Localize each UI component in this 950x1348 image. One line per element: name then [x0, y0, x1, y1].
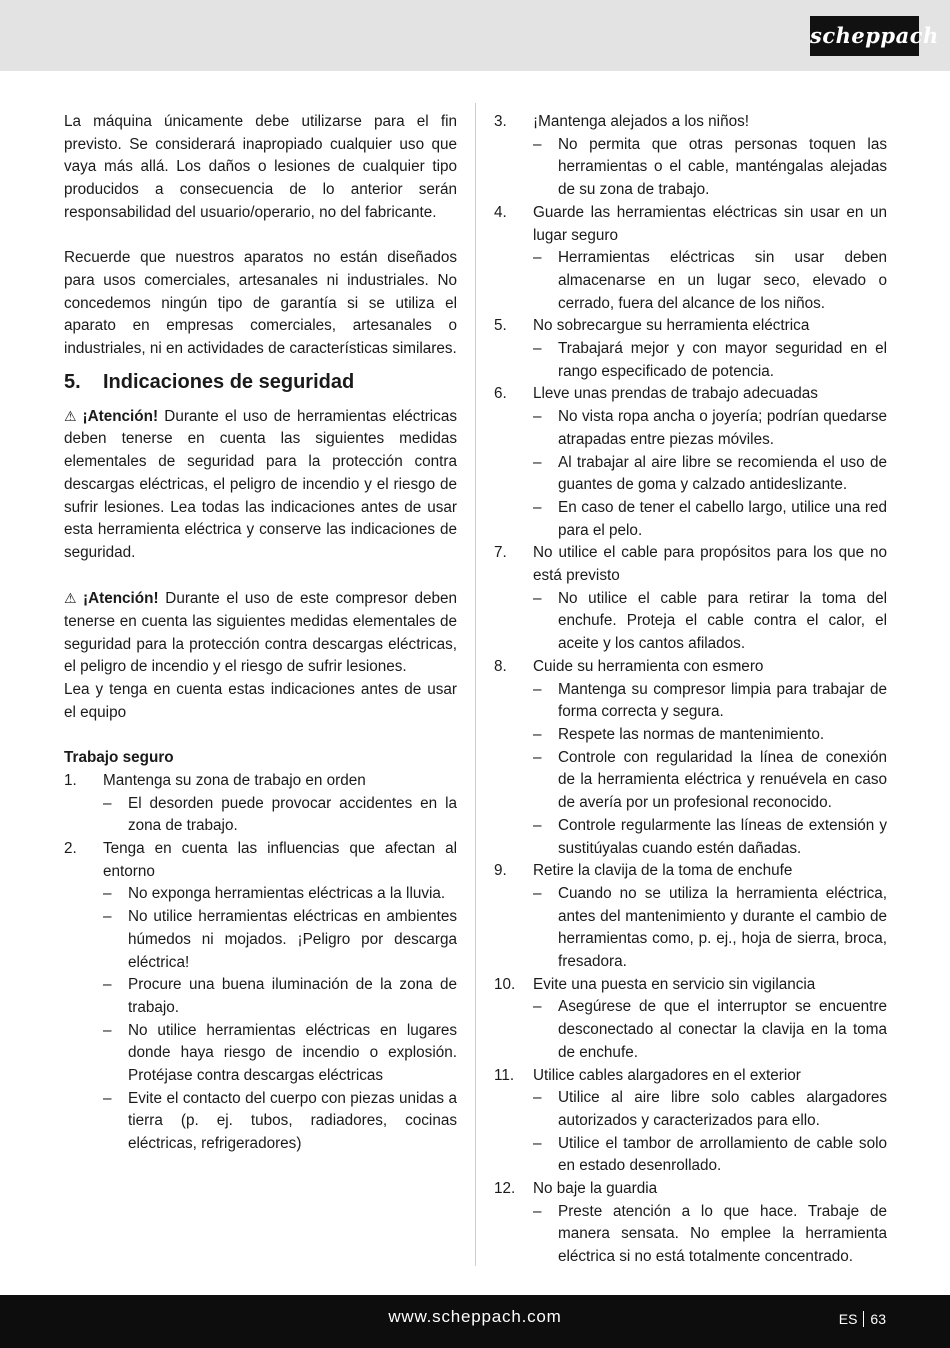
bullet-item: – Evite el contacto del cuerpo con piezas unidas a tierra (p. ej. tubos, radiadores, cocinas eléctricas, refrigeradores) [103, 1088, 457, 1156]
list-item [494, 111, 887, 202]
list-item [494, 542, 887, 656]
bullet-item: – Cuando no se utiliza la herramienta eléctrica, antes del mantenimiento y durante el cambio de herramientas como, p. ej., hoja de sierra, broca, fresadora. [533, 883, 887, 974]
commercial-use-paragraph: Recuerde que nuestros aparatos no están diseñados para usos comerciales, artesanales ni industriales. No concedemos ningún tipo de garantía si se utiliza el aparato en empresas comerciales, artesanales o industriales, ni en actividades de características similares. [64, 249, 457, 358]
safety-list-right [494, 111, 887, 1269]
subheading-safe-work: Trabajo seguro [64, 749, 174, 767]
list-item [494, 1178, 887, 1269]
item-title: ¡Mantenga alejados a los niños! [533, 113, 749, 130]
section-number: 5. [64, 370, 81, 393]
brand-logo: scheppach [810, 16, 919, 56]
item-title: No utilice el cable para propósitos para los que no está previsto [533, 544, 887, 585]
page-indicator [839, 1310, 886, 1328]
warning-label: ¡Atención! [82, 590, 159, 608]
bullet-item: – Preste atención a lo que hace. Trabaje de manera sensata. No emplee la herramienta eléctrica si no está totalmente concentrado. [533, 1201, 887, 1269]
item-number: 11. [494, 1066, 515, 1084]
safety-list-left [64, 770, 457, 1156]
bullet-list [533, 1201, 887, 1269]
item-title: No baje la guardia [533, 1180, 658, 1198]
item-title: Lleve unas prendas de trabajo adecuadas [533, 385, 818, 403]
warning-triangle-icon: ⚠ [64, 407, 79, 424]
language-code: ES [838, 1311, 858, 1327]
item-number: 7. [494, 544, 507, 562]
bullet-item: – Trabajará mejor y con mayor seguridad en el rango especificado de potencia. [533, 338, 887, 383]
bullet-item: – No permita que otras personas toquen las herramientas o el cable, manténgalas alejadas de su zona de trabajo. [533, 134, 887, 202]
bullet-item: – No utilice el cable para retirar la toma del enchufe. Proteja el cable contra el calor, el aceite y los cantos afilados. [533, 588, 887, 656]
bullet-item: – No utilice herramientas eléctricas en lugares donde haya riesgo de incendio o explosión. Protéjase contra descargas eléctricas [103, 1020, 457, 1088]
bullet-item: – Herramientas eléctricas sin usar deben almacenarse en un lugar seco, elevado o cerrado, fuera del alcance de los niños. [533, 247, 887, 315]
bullet-list [533, 996, 887, 1064]
intended-use-paragraph: La máquina únicamente debe utilizarse para el fin previsto. Se considerará inapropiado cualquier uso que vaya más allá. Los daños o lesiones de cualquier tipo producidos a consecuencia de lo anterior serán responsabilidad del usuario/operario, no del fabricante. [64, 113, 457, 221]
header-bar [0, 0, 950, 71]
bullet-item: – El desorden puede provocar accidentes en la zona de trabajo. [103, 793, 457, 838]
left-column [64, 111, 457, 1156]
list-item [64, 838, 457, 1156]
bullet-item: – Asegúrese de que el interruptor se encuentre desconectado al conectar la clavija en la toma de enchufe. [533, 996, 887, 1064]
item-title: Evite una puesta en servicio sin vigilancia [533, 975, 816, 993]
footer-website: www.scheppach.com [388, 1307, 562, 1326]
bullet-item: – No vista ropa ancha o joyería; podrían quedarse atrapadas entre piezas móviles. [533, 406, 887, 451]
page-separator [863, 1311, 864, 1327]
bullet-list [533, 338, 887, 383]
warning-label: ¡Atención! [82, 407, 159, 425]
list-item [494, 974, 887, 1065]
item-title: Mantenga su zona de trabajo en orden [103, 771, 366, 789]
bullet-item: – Utilice el tambor de arrollamiento de cable solo en estado desenrollado. [533, 1133, 887, 1178]
right-column [494, 111, 887, 1269]
item-number: 8. [494, 657, 507, 675]
item-number: 12. [494, 1180, 516, 1198]
item-number: 9. [494, 862, 507, 880]
item-number: 2. [64, 840, 77, 858]
bullet-item: – Al trabajar al aire libre se recomienda el uso de guantes de goma y calzado antideslizante. [533, 452, 887, 497]
warning-paragraph-1 [64, 405, 457, 565]
bullet-list [533, 588, 887, 656]
section-title: Indicaciones de seguridad [103, 370, 355, 393]
warning-triangle-icon: ⚠ [64, 590, 79, 607]
column-divider [475, 103, 476, 1266]
item-title: Retire la clavija de la toma de enchufe [533, 862, 793, 880]
item-title: No sobrecargue su herramienta eléctrica [533, 317, 810, 335]
item-title: Cuide su herramienta con esmero [533, 657, 764, 675]
list-item [64, 770, 457, 838]
warning-text: Durante el uso de este compresor deben tenerse en cuenta las siguientes medidas elementales de seguridad para la protección contra descargas eléctricas, el peligro de incendio y el riesgo de sufrir lesiones. [64, 590, 457, 676]
list-item [494, 202, 887, 316]
bullet-item: – Procure una buena iluminación de la zona de trabajo. [103, 974, 457, 1019]
bullet-item: – En caso de tener el cabello largo, utilice una red para el pelo. [533, 497, 887, 542]
item-number: 10. [494, 975, 516, 993]
item-number: 5. [494, 317, 507, 335]
section-heading [64, 369, 457, 395]
footer-bar [0, 1295, 950, 1348]
bullet-item: – No exponga herramientas eléctricas a la lluvia. [103, 883, 457, 906]
list-item [494, 1065, 887, 1179]
bullet-item: – Controle regularmente las líneas de extensión y sustitúyalas cuando estén dañadas. [533, 815, 887, 860]
read-instructions-text: Lea y tenga en cuenta estas indicaciones antes de usar el equipo [64, 681, 457, 721]
item-number: 6. [494, 385, 507, 403]
item-title: Guarde las herramientas eléctricas sin usar en un lugar seguro [533, 203, 887, 244]
bullet-list [103, 793, 457, 838]
bullet-item: – Mantenga su compresor limpia para trabajar de forma correcta y segura. [533, 679, 887, 724]
bullet-item: – Respete las normas de mantenimiento. [533, 724, 887, 747]
warning-text: Durante el uso de herramientas eléctricas deben tenerse en cuenta las siguientes medidas elementales de seguridad para la protección contra descargas eléctricas, el peligro de incendio y el riesgo de sufrir lesiones. Lea todas las indicaciones antes de usar esta herramienta eléctrica y conserve las indicaciones de seguridad. [64, 407, 457, 561]
item-number: 4. [494, 203, 507, 221]
list-item [494, 315, 887, 383]
list-item [494, 860, 887, 974]
bullet-item: – Utilice al aire libre solo cables alargadores autorizados y caracterizados para ello. [533, 1087, 887, 1132]
warning-paragraph-2 [64, 587, 457, 679]
list-item [494, 383, 887, 542]
list-item [494, 656, 887, 860]
item-title: Tenga en cuenta las influencias que afectan al entorno [103, 840, 457, 880]
bullet-list [533, 1087, 887, 1178]
page-number: 63 [870, 1311, 886, 1327]
bullet-list [103, 883, 457, 1155]
bullet-list [533, 883, 887, 974]
item-title: Utilice cables alargadores en el exterior [533, 1066, 801, 1084]
item-number: 1. [64, 771, 77, 789]
bullet-item: – No utilice herramientas eléctricas en ambientes húmedos ni mojados. ¡Peligro por descarga eléctrica! [103, 906, 457, 974]
bullet-list [533, 679, 887, 861]
item-number: 3. [494, 113, 507, 130]
bullet-item: – Controle con regularidad la línea de conexión de la herramienta eléctrica y renuévela en caso de avería por un profesional reconocido. [533, 747, 887, 815]
bullet-list [533, 406, 887, 542]
bullet-list [533, 134, 887, 202]
bullet-list [533, 247, 887, 315]
